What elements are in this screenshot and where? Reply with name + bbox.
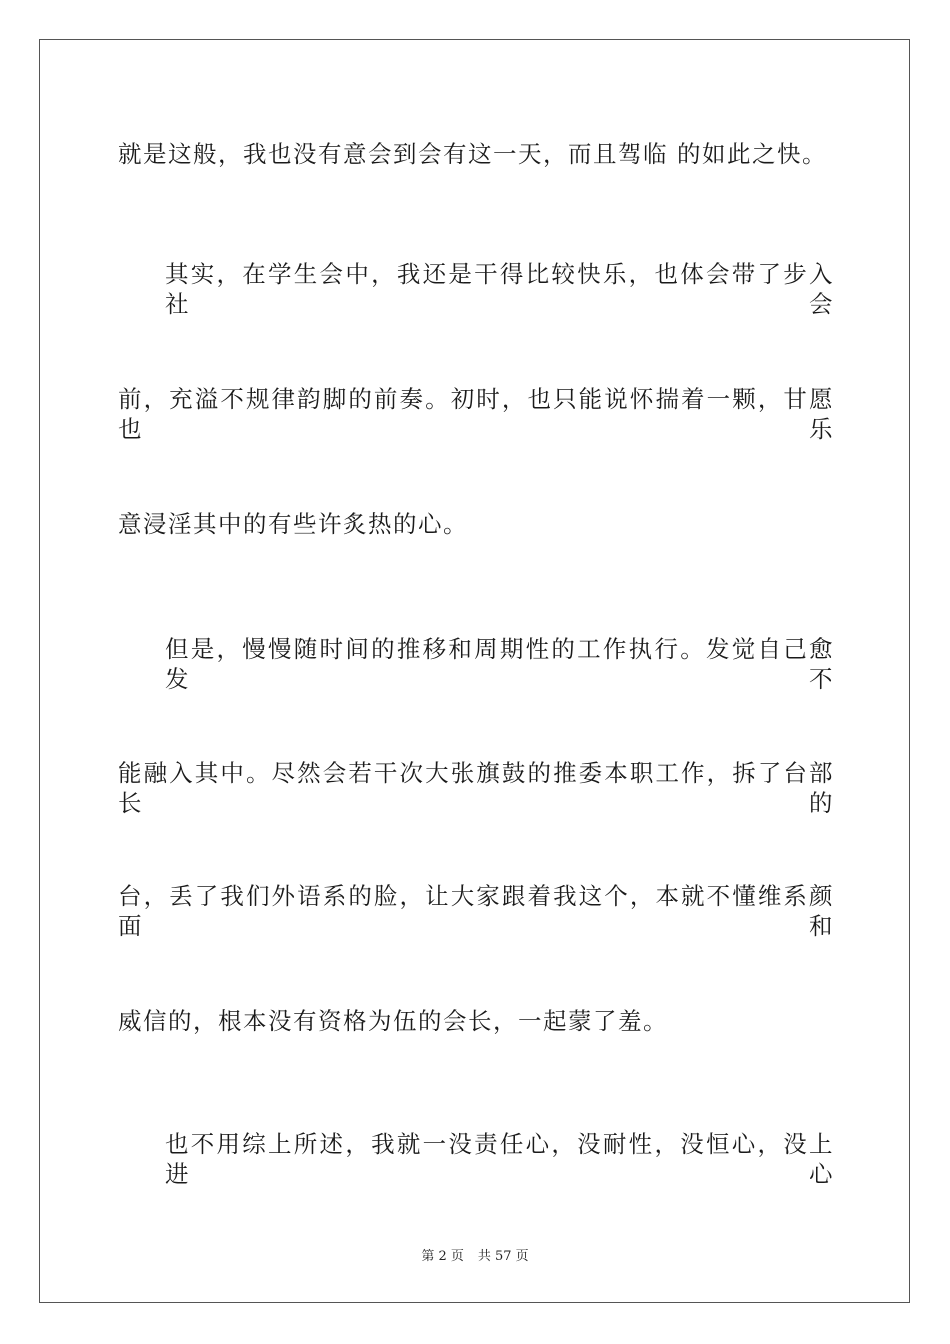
total-pages: 共 57 页 bbox=[477, 1249, 529, 1264]
paragraph-line-7: 台，丢了我们外语系的脸，让大家跟着我这个，本就不懂维系颜面和 bbox=[118, 882, 834, 940]
paragraph-line-6: 能融入其中。尽然会若干次大张旗鼓的推委本职工作，拆了台部长的 bbox=[118, 759, 834, 817]
paragraph-line-4: 意浸淫其中的有些许炙热的心。 bbox=[118, 510, 468, 538]
paragraph-line-3: 前，充溢不规律韵脚的前奏。初时，也只能说怀揣着一颗，甘愿也乐 bbox=[118, 385, 834, 443]
paragraph-line-9: 也不用综上所述，我就一没责任心，没耐性，没恒心，没上进心 bbox=[165, 1130, 834, 1188]
paragraph-line-5: 但是，慢慢随时间的推移和周期性的工作执行。发觉自己愈发不 bbox=[165, 635, 834, 693]
page-footer bbox=[0, 1248, 950, 1266]
paragraph-line-2: 其实，在学生会中，我还是干得比较快乐，也体会带了步入社会 bbox=[165, 260, 834, 318]
paragraph-line-8: 威信的，根本没有资格为伍的会长，一起蒙了羞。 bbox=[118, 1007, 668, 1035]
paragraph-line-1: 就是这般，我也没有意会到会有这一天，而且驾临 的如此之快。 bbox=[118, 140, 827, 168]
page-number: 第 2 页 bbox=[421, 1249, 464, 1264]
